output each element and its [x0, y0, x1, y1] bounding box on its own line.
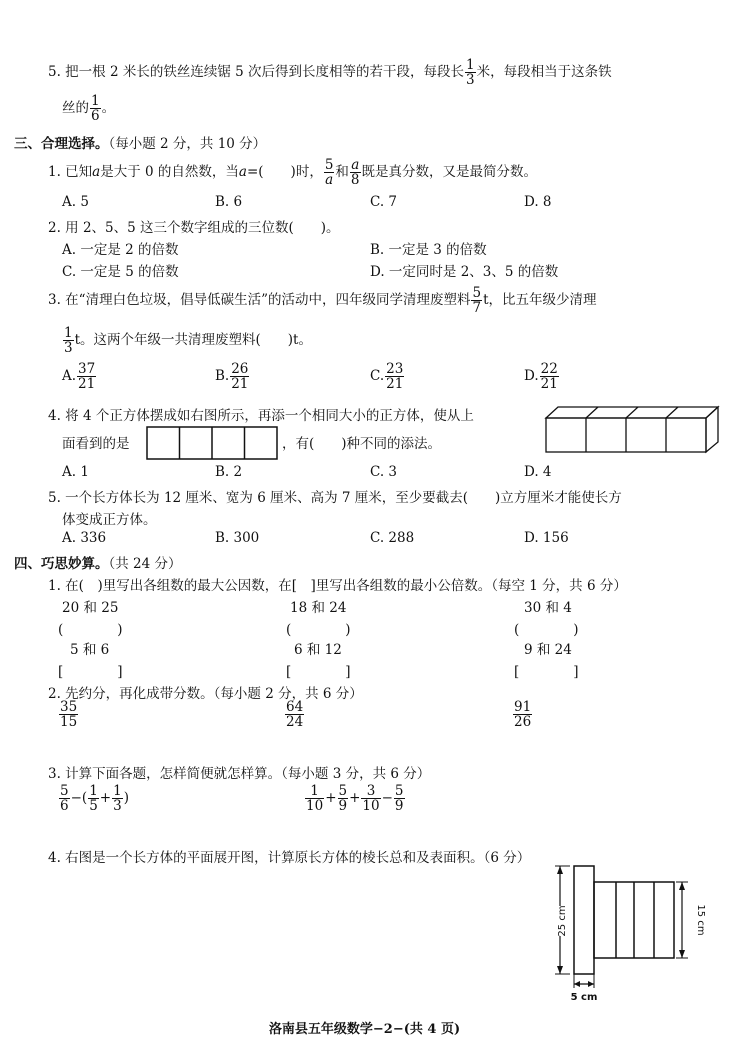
choice-q4-text-b: 面看到的是 — [62, 436, 130, 452]
fraction-one-third: $\frac{1}{3}$ — [466, 57, 475, 89]
fraction-1-3: $\frac{1}{3}$ — [64, 325, 73, 357]
p3-expression-1: $\frac{5}{6}$ −( $\frac{1}{5}$ + $\frac{1}{3}$ ) — [60, 783, 129, 815]
p2-fraction-91-26: $\frac{91}{26}$ — [514, 699, 532, 731]
q1-option-c: C. 7 — [370, 194, 398, 210]
q5-option-c: C. 288 — [370, 530, 415, 546]
section-3-heading: 三、合理选择。（每小题 2 分，共 10 分） — [14, 136, 267, 152]
q4-option-b: B. 2 — [215, 464, 243, 480]
p2-fraction-35-15: $\frac{35}{15}$ — [60, 699, 78, 731]
q4-option-a: A. 1 — [62, 464, 89, 480]
p2-fraction-64-24: $\frac{64}{24}$ — [286, 699, 304, 731]
lcm-answer-blank-2[interactable]: [ ] — [286, 664, 351, 680]
q2-option-b: B. 一定是 3 的倍数 — [370, 242, 487, 258]
choice-q5-line2: 体变成正方体。 — [62, 512, 157, 528]
q4-option-c: C. 3 — [370, 464, 398, 480]
q2-option-c: C. 一定是 5 的倍数 — [62, 264, 179, 280]
p3-expression-2: $\frac{1}{10}$ + $\frac{5}{9}$ + $\frac{3}{10}$ − $\frac{5}{9}$ — [306, 783, 404, 815]
judge-q5-line1 — [48, 58, 612, 87]
choice-q1: 1. 已知a是大于 0 的自然数，当a=( )时， $\frac{5}{a}$ 和 $\frac{a}{8}$ 既是真分数，又是最简分数。 — [48, 157, 538, 189]
cuboid-net-diagram — [546, 858, 726, 1008]
q3-option-b: B. $\frac{26}{21}$ — [215, 361, 249, 393]
calc-p2-instruction: 2. 先约分，再化成带分数。（每小题 2 分，共 6 分） — [48, 686, 363, 702]
dimension-25cm: 25 cm — [557, 905, 568, 937]
q2-option-d: D. 一定同时是 2、3、5 的倍数 — [370, 264, 559, 280]
q1-option-d: D. 8 — [524, 194, 552, 210]
lcm-answer-blank-3[interactable]: [ ] — [514, 664, 579, 680]
q3-option-a: A. $\frac{37}{21}$ — [62, 361, 96, 393]
q5-option-b: B. 300 — [215, 530, 260, 546]
calc-p4-instruction: 4. 右图是一个长方体的平面展开图，计算原长方体的棱长总和及表面积。（6 分） — [48, 850, 531, 866]
q3-option-d: D. $\frac{22}{21}$ — [524, 361, 558, 393]
section-4-heading: 四、巧思妙算。（共 24 分） — [14, 556, 182, 572]
choice-q2: 2. 用 2、5、5 这三个数字组成的三位数( )。 — [48, 220, 340, 236]
gcd-answer-blank-1[interactable]: ( ) — [58, 622, 123, 638]
p1-pair-20-25: 20 和 25 — [62, 600, 119, 616]
p1-pair-9-24: 9 和 24 — [524, 642, 572, 658]
p1-pair-30-4: 30 和 4 — [524, 600, 572, 616]
top-view-four-squares — [146, 426, 278, 460]
judge-q5-text-a: 5. 把一根 2 米长的铁丝连续锯 5 次后得到长度相等的若干段，每段长 — [48, 64, 465, 81]
fraction-5-7: $\frac{5}{7}$ — [472, 285, 482, 317]
fraction-one-sixth: $\frac{1}{6}$ — [91, 93, 100, 125]
fraction-a-over-8: $\frac{a}{8}$ — [350, 157, 360, 189]
q5-option-d: D. 156 — [524, 530, 569, 546]
choice-q3-line1: 3. 在“清理白色垃圾，倡导低碳生活”的活动中，四年级同学清理废塑料 $\frac{5}{7}$ t，比五年级少清理 — [48, 285, 597, 317]
choice-q4-line1: 4. 将 4 个正方体摆成如右图所示，再添一个相同大小的正方体，使从上 — [48, 408, 474, 424]
q5-option-a: A. 336 — [62, 530, 107, 546]
lcm-answer-blank-1[interactable]: [ ] — [58, 664, 123, 680]
q1-option-a: A. 5 — [62, 194, 89, 210]
q1-option-b: B. 6 — [215, 194, 243, 210]
q2-option-a: A. 一定是 2 的倍数 — [62, 242, 179, 258]
gcd-answer-blank-3[interactable]: ( ) — [514, 622, 579, 638]
calc-p3-instruction: 3. 计算下面各题，怎样简便就怎样算。（每小题 3 分，共 6 分） — [48, 766, 431, 782]
dimension-15cm: 15 cm — [695, 904, 706, 936]
fraction-5-over-a: $\frac{5}{a}$ — [324, 157, 334, 189]
choice-q5-line1: 5. 一个长方体长为 12 厘米、宽为 6 厘米、高为 7 厘米，至少要截去( )立方厘米才能使长方 — [48, 490, 622, 506]
dimension-5cm: 5 cm — [570, 992, 598, 1003]
p1-pair-5-6: 5 和 6 — [70, 642, 110, 658]
q3-option-c: C. $\frac{23}{21}$ — [370, 361, 404, 393]
gcd-answer-blank-2[interactable]: ( ) — [286, 622, 351, 638]
judge-q5-line2: 丝的 $\frac{1}{6}$ 。 — [62, 93, 116, 125]
p1-pair-6-12: 6 和 12 — [294, 642, 342, 658]
p1-pair-18-24: 18 和 24 — [290, 600, 347, 616]
choice-q4-text-c: ，有( )种不同的添法。 — [282, 436, 442, 452]
choice-q3-line2: $\frac{1}{3}$ t。这两个年级一共清理废塑料( )t。 — [64, 325, 312, 357]
q4-option-d: D. 4 — [524, 464, 552, 480]
calc-p1-instruction: 1. 在( )里写出各组数的最大公因数，在[ ]里写出各组数的最小公倍数。（每空 1 分，共 6 分） — [48, 578, 627, 594]
judge-q5-text-b: 米，每段相当于这条铁 — [476, 64, 612, 81]
page-footer: 洛南县五年级数学−2−(共 4 页) — [268, 1022, 461, 1037]
four-cubes-figure — [544, 404, 722, 454]
